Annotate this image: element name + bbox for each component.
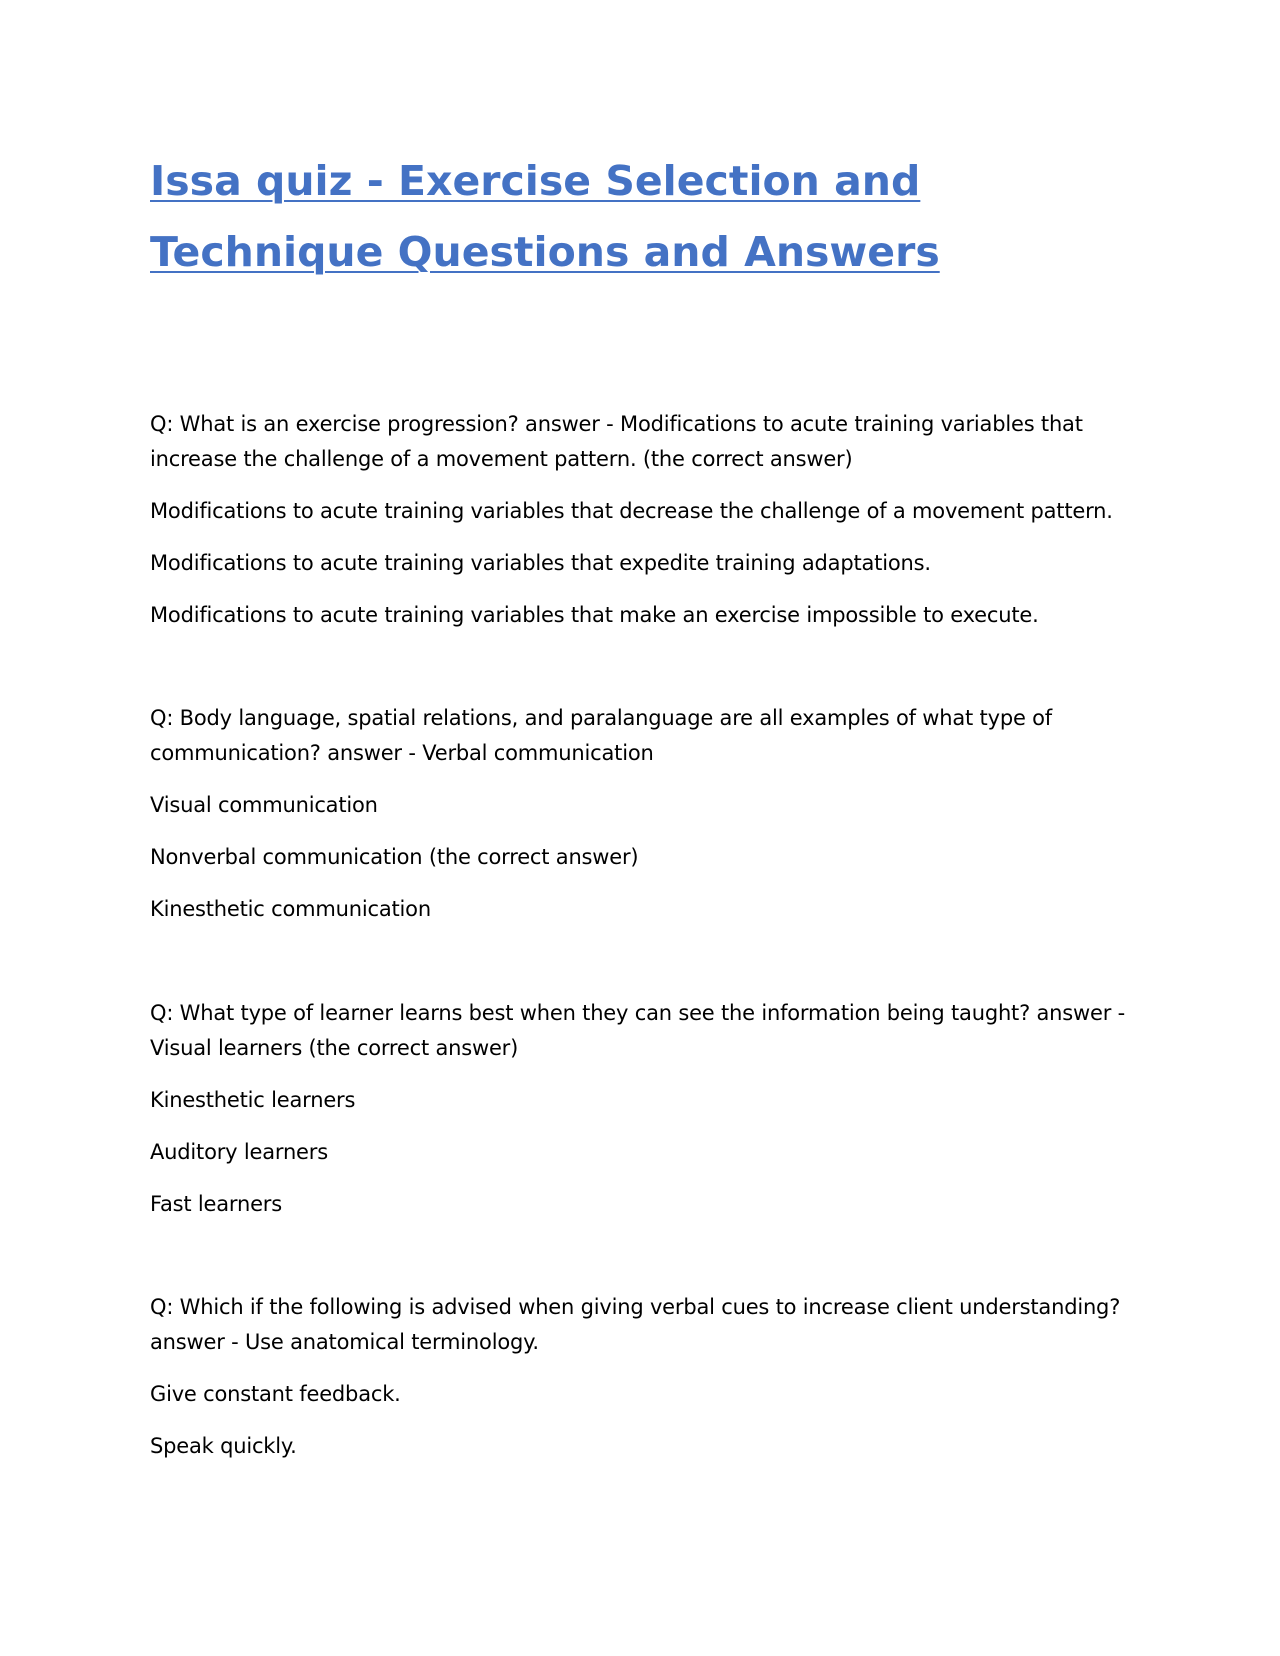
answer-option: Auditory learners bbox=[150, 1140, 328, 1164]
answer-option: Visual communication bbox=[150, 793, 378, 817]
question-block bbox=[150, 996, 1130, 1239]
answer-option: Kinesthetic communication bbox=[150, 897, 431, 921]
answer-option: Kinesthetic learners bbox=[150, 1088, 356, 1112]
answer-option: Fast learners bbox=[150, 1192, 282, 1216]
question-block bbox=[150, 1290, 1130, 1481]
answer-option: Modifications to acute training variables that expedite training adaptations. bbox=[150, 551, 931, 575]
document-title: Issa quiz - Exercise Selection and Technique Questions and Answers bbox=[150, 157, 940, 276]
question-text: Q: What is an exercise progression? answer - Modifications to acute training variables that increase the challenge of a movement pattern. (the correct answer) bbox=[150, 412, 1083, 471]
question-block bbox=[150, 407, 1130, 650]
answer-option: Modifications to acute training variables that make an exercise impossible to execute. bbox=[150, 603, 1039, 627]
question-text: Q: What type of learner learns best when they can see the information being taught? answer - Visual learners (the correct answer) bbox=[150, 1001, 1126, 1060]
answer-option: Speak quickly. bbox=[150, 1434, 297, 1458]
answer-option: Modifications to acute training variables that decrease the challenge of a movement pattern. bbox=[150, 499, 1113, 523]
question-text: Q: Which if the following is advised when giving verbal cues to increase client understanding? answer - Use anatomical terminology. bbox=[150, 1295, 1121, 1354]
answer-option: Nonverbal communication (the correct answer) bbox=[150, 845, 639, 869]
answer-option: Give constant feedback. bbox=[150, 1382, 401, 1406]
question-text: Q: Body language, spatial relations, and paralanguage are all examples of what type of communication? answer - Verbal communication bbox=[150, 706, 1052, 765]
question-block bbox=[150, 701, 1130, 944]
